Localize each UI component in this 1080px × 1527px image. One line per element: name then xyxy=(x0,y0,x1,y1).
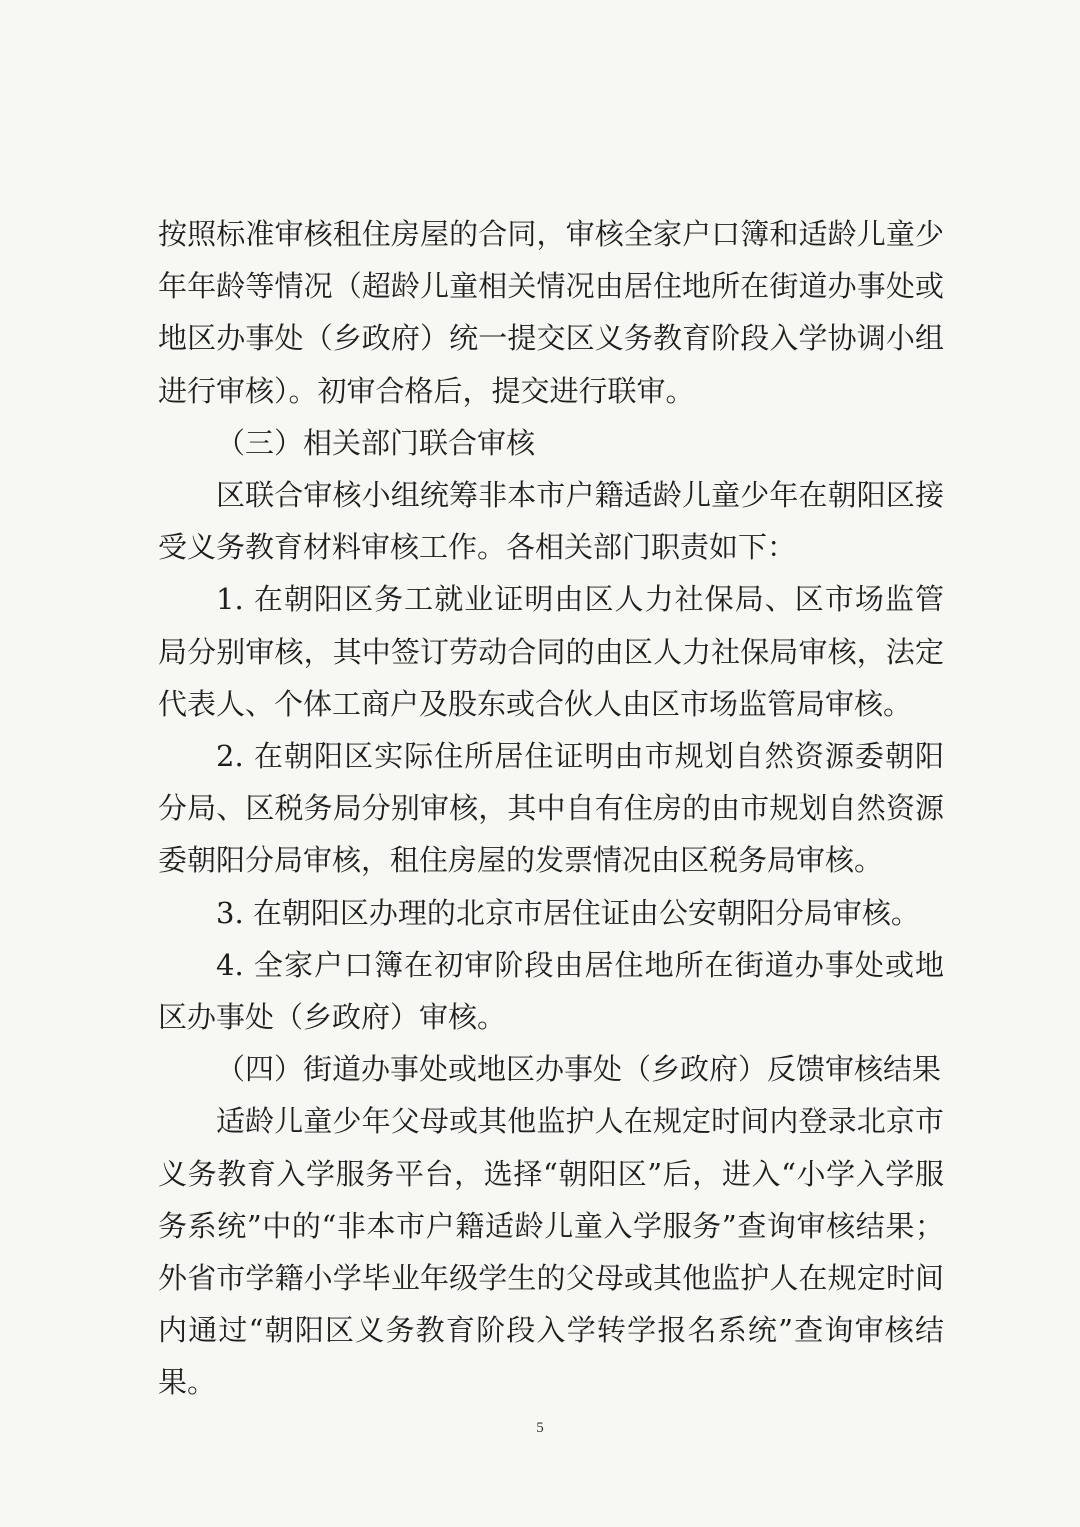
paragraph-1: 按照标准审核租住房屋的合同，审核全家户口簿和适龄儿童少年年龄等情况（超龄儿童相关情况由居住地所在街道办事处或地区办事处（乡政府）统一提交区义务教育阶段入学协调小组进行审核）。初审合格后，提交进行联审。 xyxy=(158,217,944,408)
list-item-1: 1. 在朝阳区务工就业证明由区人力社保局、区市场监管局分别审核，其中签订劳动合同的由区人力社保局审核，法定代表人、个体工商户及股东或合伙人由区市场监管局审核。 xyxy=(158,582,944,721)
page-number: 5 xyxy=(536,1420,544,1436)
section-heading-4: （四）街道办事处或地区办事处（乡政府）反馈审核结果 xyxy=(216,1052,942,1087)
list-item-4: 4. 全家户口簿在初审阶段由居住地所在街道办事处或地区办事处（乡政府）审核。 xyxy=(158,947,944,1035)
list-item-2: 2. 在朝阳区实际住所居住证明由市规划自然资源委朝阳分局、区税务局分别审核，其中自有住房的由市规划自然资源委朝阳分局审核，租住房屋的发票情况由区税务局审核。 xyxy=(158,739,944,878)
list-item-3: 3. 在朝阳区办理的北京市居住证由公安朝阳分局审核。 xyxy=(216,895,920,930)
document-body xyxy=(158,208,944,1409)
paragraph-2: 区联合审核小组统筹非本市户籍适龄儿童少年在朝阳区接受义务教育材料审核工作。各相关部门职责如下： xyxy=(158,478,944,565)
section-heading-3: （三）相关部门联合审核 xyxy=(216,425,536,460)
paragraph-3: 适龄儿童少年父母或其他监护人在规定时间内登录北京市义务教育入学服务平台，选择“朝阳区”后，进入“小学入学服务系统”中的“非本市户籍适龄儿童入学服务”查询审核结果；外省市学籍小学毕业年级学生的父母或其他监护人在规定时间内通过“朝阳区义务教育阶段入学转学报名系统”查询审核结果。 xyxy=(158,1104,944,1400)
